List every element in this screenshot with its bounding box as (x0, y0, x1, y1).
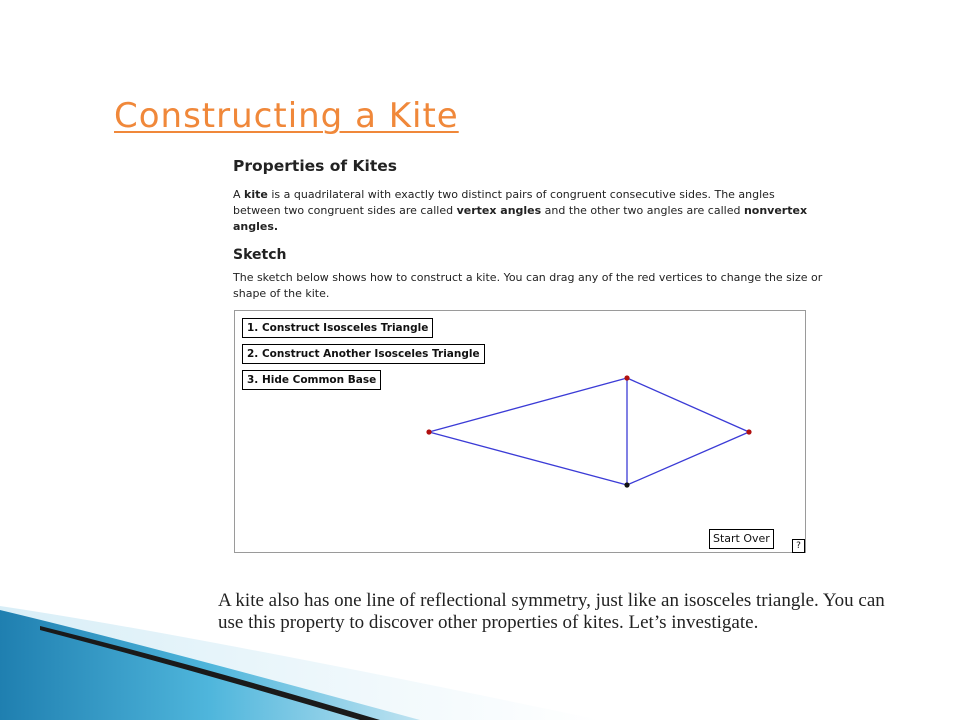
construct-isosceles-triangle-button[interactable]: 1. Construct Isosceles Triangle (242, 318, 433, 338)
para-text-2: is a quadrilateral with exactly two distinct pairs of congruent consecutive sides. The angles between two congruent sides are called (233, 188, 775, 217)
black-vertex-bottom (624, 482, 629, 487)
sketch-canvas[interactable] (234, 310, 806, 553)
kite-term: kite (244, 188, 268, 201)
kite-edge-top-right (627, 378, 749, 432)
hide-common-base-button[interactable]: 3. Hide Common Base (242, 370, 381, 390)
properties-paragraph (233, 187, 823, 235)
sketch-description: The sketch below shows how to construct a kite. You can drag any of the red vertices to change the size or shape of the kite. (233, 271, 823, 300)
para-text-1: A (233, 188, 245, 201)
symmetry-caption: A kite also has one line of reflectional symmetry, just like an isosceles triangle. You can use this property to discover other properties of kites. Let’s investigate. (218, 590, 885, 633)
vertex-angles-term: vertex angles (456, 204, 542, 217)
slide-title[interactable]: Constructing a Kite (114, 96, 459, 136)
kite-edge-left-top (429, 378, 627, 432)
kite-vertices[interactable] (426, 375, 751, 487)
teal-swoosh (0, 610, 420, 720)
help-button[interactable]: ? (792, 539, 805, 553)
construct-another-isosceles-triangle-button[interactable]: 2. Construct Another Isosceles Triangle (242, 344, 485, 364)
properties-heading: Properties of Kites (233, 157, 398, 175)
kite-edges (429, 378, 749, 485)
kite-edge-bottom-left (429, 432, 627, 485)
red-vertex-left[interactable] (426, 429, 431, 434)
kite-edge-right-bottom (627, 432, 749, 485)
nonvertex-angles-term: nonvertex angles. (233, 204, 808, 233)
red-vertex-right[interactable] (746, 429, 751, 434)
red-vertex-top[interactable] (624, 375, 629, 380)
start-over-button[interactable]: Start Over (709, 529, 774, 549)
para-text-3: and the other two angles are called (541, 204, 744, 217)
sketch-heading: Sketch (233, 247, 287, 263)
footer-swoosh-decoration (0, 596, 600, 720)
